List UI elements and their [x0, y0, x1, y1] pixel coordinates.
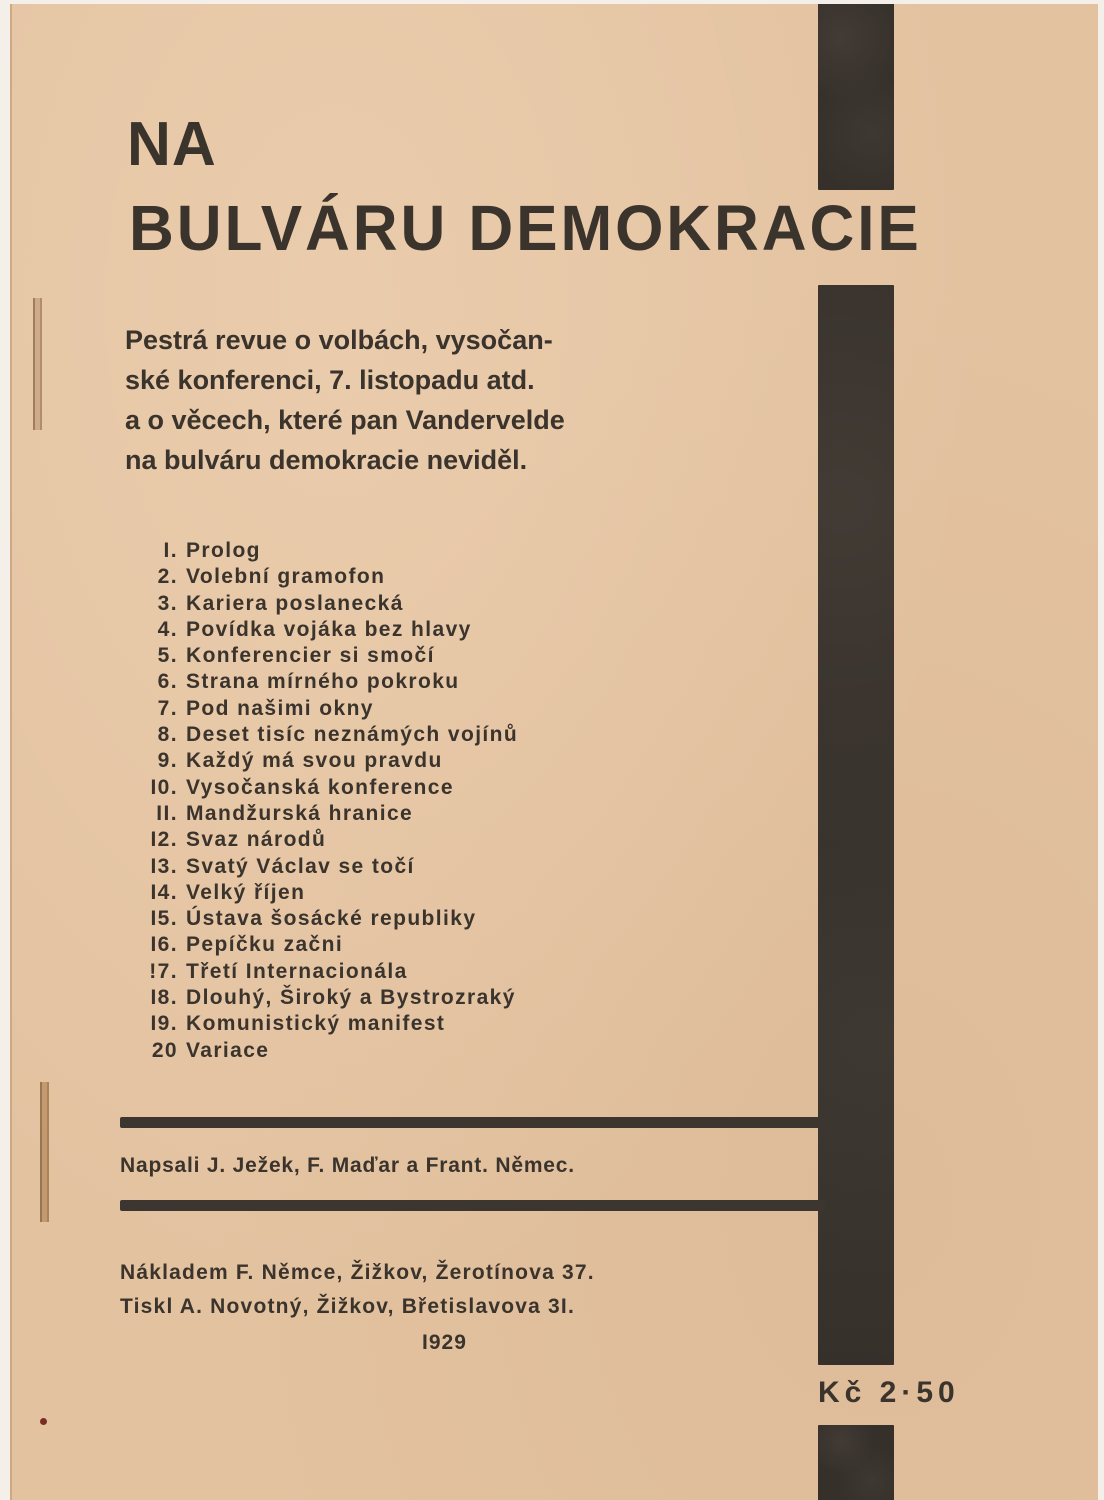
contents-item — [128, 775, 518, 801]
item-number: 20 — [151, 1038, 178, 1062]
horizontal-rule-top — [120, 1117, 825, 1128]
item-title: Vysočanská konference — [186, 775, 454, 799]
contents-item — [128, 801, 518, 827]
vertical-bar-middle — [818, 285, 894, 1365]
ink-speck — [40, 1418, 47, 1425]
item-title: Prolog — [186, 539, 261, 562]
vertical-bar-bottom — [818, 1425, 894, 1500]
contents-item — [128, 591, 518, 617]
item-number: II. — [156, 801, 178, 825]
item-number: I5. — [150, 907, 178, 931]
contents-item — [128, 959, 518, 985]
item-title: Svaz národů — [186, 828, 327, 852]
contents-item — [128, 722, 518, 748]
contents-item — [128, 827, 518, 853]
subtitle-line: ské konferenci, 7. listopadu atd. — [125, 365, 535, 395]
item-number: 9. — [157, 749, 178, 773]
item-title: Třetí Internacionála — [186, 959, 408, 983]
item-number: I6. — [150, 933, 178, 957]
item-title: Strana mírného pokroku — [186, 670, 460, 694]
item-title: Pod našimi okny — [186, 696, 374, 720]
contents-list — [128, 538, 518, 1064]
item-title: Volební gramofon — [186, 565, 386, 589]
item-number: I8. — [150, 986, 178, 1010]
item-title: Variace — [186, 1038, 270, 1062]
item-number: 8. — [157, 723, 178, 747]
item-number: 5. — [157, 644, 178, 668]
subtitle-line: a o věcech, které pan Vandervelde — [125, 405, 565, 435]
item-number: I3. — [150, 854, 178, 878]
item-title: Dlouhý, Široký a Bystrozraký — [186, 986, 516, 1010]
item-number: 3. — [157, 591, 178, 615]
subtitle — [125, 320, 805, 480]
contents-item — [128, 1011, 518, 1037]
authors-line: Napsali J. Ježek, F. Maďar a Frant. Němec. — [120, 1154, 575, 1177]
contents-item — [128, 564, 518, 590]
item-number: !7. — [149, 959, 178, 983]
contents-item — [128, 748, 518, 774]
staple-mark-bottom — [40, 1082, 49, 1222]
contents-item — [128, 932, 518, 958]
item-title: Mandžurská hranice — [186, 801, 414, 825]
item-title: Konferencier si smočí — [186, 644, 435, 668]
publication-year: I929 — [422, 1331, 467, 1354]
item-title: Komunistický manifest — [186, 1012, 446, 1036]
contents-item — [128, 880, 518, 906]
item-title: Ústava šosácké republiky — [186, 907, 477, 931]
price-label: Kč 2·50 — [818, 1376, 960, 1409]
contents-item — [128, 696, 518, 722]
item-number: 2. — [157, 565, 178, 589]
contents-item — [128, 906, 518, 932]
item-title: Pepíčku začni — [186, 933, 344, 957]
title-line-1: NA — [127, 110, 217, 179]
item-number: I4. — [150, 880, 178, 904]
item-title: Svatý Václav se točí — [186, 854, 415, 878]
item-number: 4. — [157, 617, 178, 641]
contents-item — [128, 1038, 518, 1064]
staple-mark-top — [33, 298, 42, 430]
item-number: I. — [163, 539, 178, 562]
horizontal-rule-bottom — [120, 1200, 825, 1211]
item-title: Povídka vojáka bez hlavy — [186, 617, 472, 641]
contents-item — [128, 669, 518, 695]
contents-item — [128, 643, 518, 669]
vertical-bar-top — [818, 4, 894, 190]
booklet-cover — [10, 4, 1098, 1500]
item-title: Každý má svou pravdu — [186, 749, 443, 773]
contents-item — [128, 538, 518, 564]
publisher-line: Nákladem F. Němce, Žižkov, Žerotínova 37. — [120, 1261, 595, 1284]
contents-item — [128, 617, 518, 643]
item-number: 7. — [157, 696, 178, 720]
subtitle-line: na bulváru demokracie neviděl. — [125, 445, 528, 475]
item-title: Velký říjen — [186, 880, 306, 904]
item-title: Kariera poslanecká — [186, 591, 404, 615]
contents-item — [128, 854, 518, 880]
contents-item — [128, 985, 518, 1011]
item-title: Deset tisíc neznámých vojínů — [186, 723, 519, 747]
subtitle-line: Pestrá revue o volbách, vysočan- — [125, 325, 553, 355]
title-line-2: BULVÁRU DEMOKRACIE — [129, 192, 922, 264]
item-number: I0. — [150, 775, 178, 799]
printer-line: Tiskl A. Novotný, Žižkov, Břetislavova 3I. — [120, 1295, 575, 1318]
item-number: 6. — [157, 670, 178, 694]
item-number: I2. — [150, 828, 178, 852]
item-number: I9. — [150, 1012, 178, 1036]
